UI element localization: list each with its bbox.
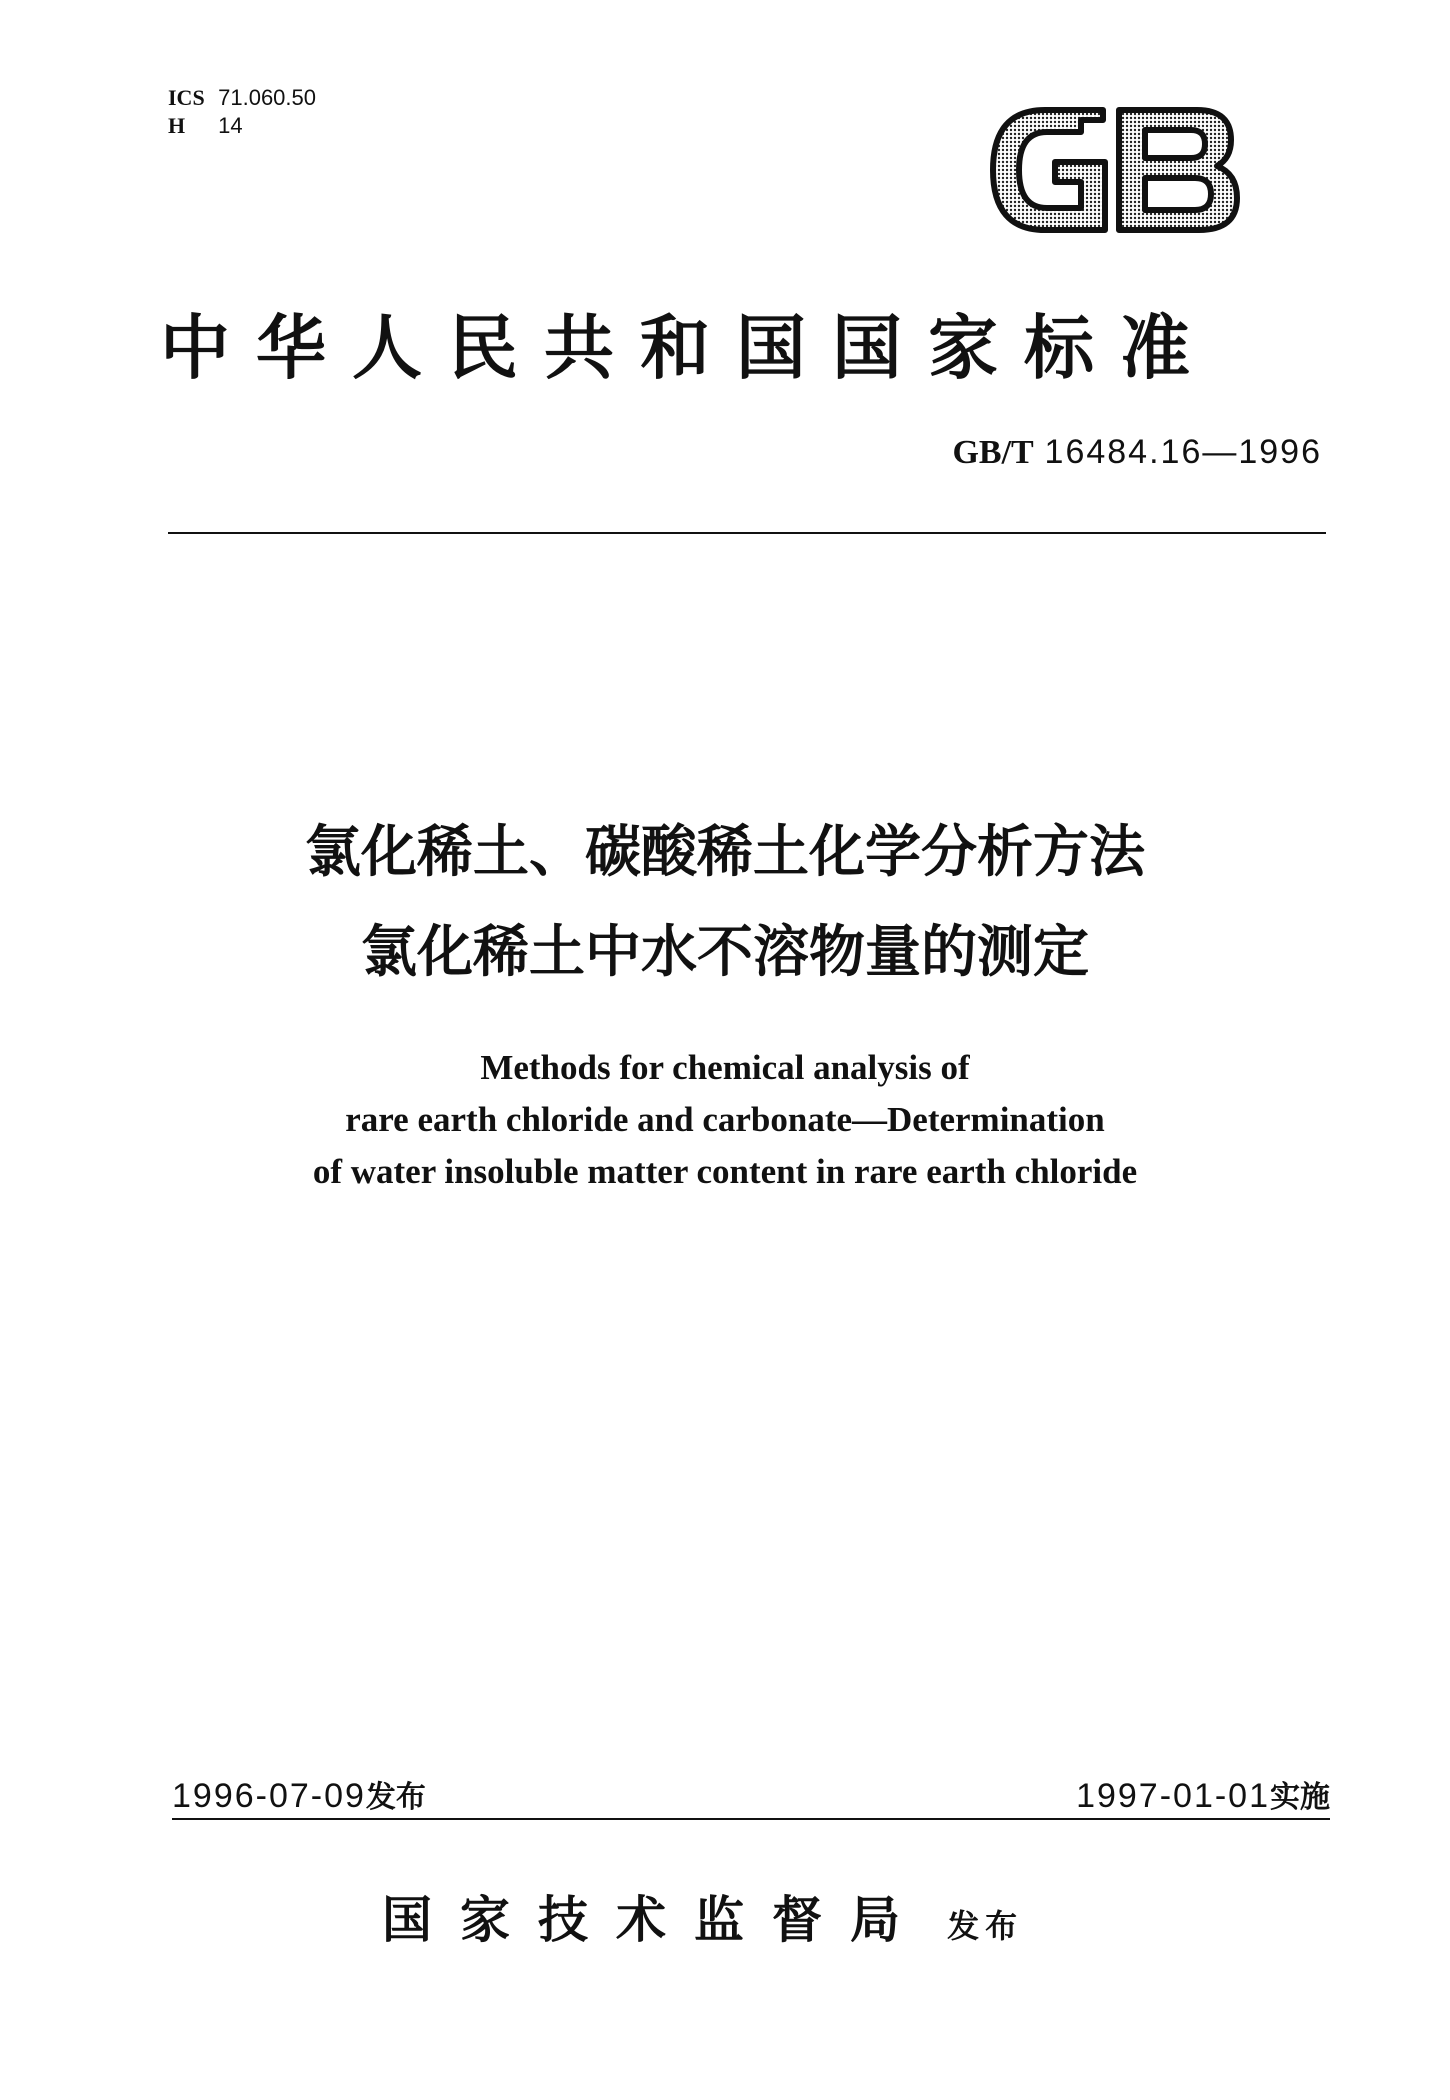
standard-title: 中华人民共和国国家标准 [160, 307, 1216, 389]
ccs-value: 14 [218, 113, 243, 138]
implementation-date [1076, 1772, 1330, 1816]
standard-code [952, 432, 1322, 472]
chinese-title-line-2: 氯化稀土中水不溶物量的测定 [361, 920, 1089, 985]
implementation-date-label: 实施 [1270, 1780, 1330, 1815]
ccs-line [168, 112, 316, 140]
ics-line [168, 84, 316, 112]
issue-date-value: 1996-07-09 [172, 1777, 366, 1815]
english-title-line-1: Methods for chemical analysis of [480, 1048, 970, 1087]
ccs-label: H [168, 113, 186, 138]
publisher-name: 国家技术监督局 [382, 1890, 928, 1949]
header-divider [168, 532, 1326, 534]
footer-divider [172, 1818, 1330, 1820]
implementation-date-value: 1997-01-01 [1076, 1777, 1270, 1815]
english-title-line-2: rare earth chloride and carbonate—Determination [345, 1100, 1105, 1139]
chinese-title-line-1: 氯化稀土、碳酸稀土化学分析方法 [305, 820, 1145, 885]
publisher [382, 1880, 1023, 1952]
issue-date [172, 1772, 426, 1816]
gb-logo-icon [985, 100, 1245, 240]
ics-label: ICS [168, 85, 205, 110]
english-title-line-3: of water insoluble matter content in rare earth chloride [312, 1152, 1138, 1191]
standard-code-number: 16484.16—1996 [1044, 433, 1322, 471]
classification-codes [168, 84, 316, 140]
publisher-action: 发布 [947, 1907, 1024, 1945]
standard-code-prefix: GB/T [952, 434, 1034, 471]
issue-date-label: 发布 [365, 1780, 426, 1815]
ics-value: 71.060.50 [218, 85, 316, 110]
